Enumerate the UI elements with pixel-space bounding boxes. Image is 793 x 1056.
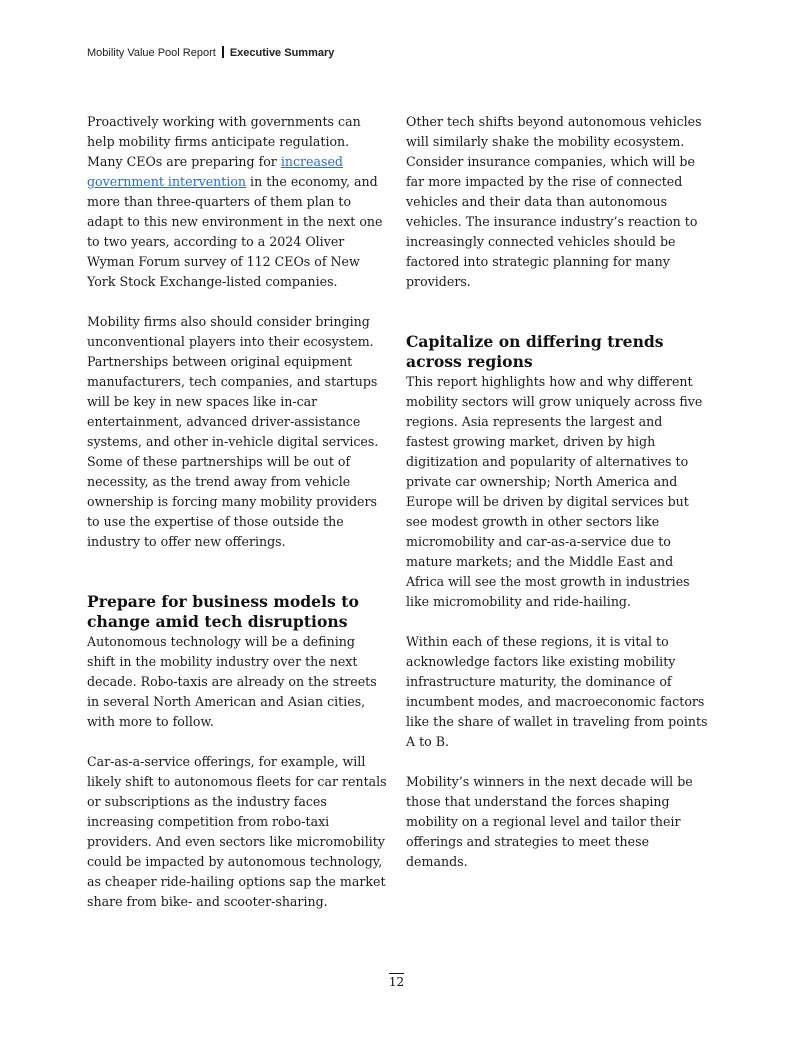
paragraph-spacer [406, 612, 708, 632]
paragraph-car-as-a-service: Car-as-a-service offerings, for example, will likely shift to autonomous fleets for car rentals or subscriptions as the industry faces increasing competition from robo-taxi providers. And even sectors like micromobility could be impacted by autonomous technology, as cheaper ride-hailing options sap the market share from bike- and scooter-sharing. [87, 754, 387, 909]
paragraph-government-regulation [87, 112, 387, 292]
section-title: Executive Summary [229, 47, 335, 59]
left-column [87, 112, 387, 912]
header-divider [222, 46, 224, 58]
paragraph-autonomous-technology: Autonomous technology will be a defining shift in the mobility industry over the next decade. Robo-taxis are already on the streets in several North American and Asian cities, with more to follow. [87, 634, 377, 729]
paragraph-spacer [87, 292, 387, 312]
heading-regional-trends: Capitalize on differing trends across regions [406, 332, 664, 371]
paragraph-text: Proactively working with governments can help mobility firms anticipate regulation. Many CEOs are preparing for [87, 114, 361, 169]
paragraph-winners: Mobility’s winners in the next decade will be those that understand the forces shaping mobility on a regional level and tailor their offerings and strategies to meet these demands. [406, 774, 693, 869]
right-column [406, 112, 708, 872]
section-spacer [87, 552, 387, 592]
section-spacer [406, 292, 708, 332]
heading-business-models: Prepare for business models to change amid tech disruptions [87, 592, 359, 631]
paragraph-spacer [87, 732, 387, 752]
paragraph-text: in the economy, and more than three-quarters of them plan to adapt to this new environment in the next one to two years, according to a 2024 Oliver Wyman Forum survey of 112 CEOs of New York Stock Exchange-listed companies. [87, 174, 383, 289]
page-number-value: 12 [388, 975, 405, 989]
running-header [87, 45, 334, 61]
paragraph-regions: This report highlights how and why different mobility sectors will grow uniquely across five regions. Asia represents the largest and fastest growing market, driven by high digitization and popularity of alternatives to private car ownership; North America and Europe will be driven by digital services but see modest growth in other sectors like micromobility and car-as-a-service due to mature markets; and the Middle East and Africa will see the most growth in industries like micromobility and ride-hailing. [406, 374, 703, 609]
paragraph-tech-shifts: Other tech shifts beyond autonomous vehicles will similarly shake the mobility ecosystem. Consider insurance companies, which will be far more impacted by the rise of connected vehicles and their data than autonomous vehicles. The insurance industry’s reaction to increasingly connected vehicles should be factored into strategic planning for many providers. [406, 114, 702, 289]
paragraph-partnerships: Mobility firms also should consider bringing unconventional players into their ecosystem. Partnerships between original equipment manufacturers, tech companies, and startups will be key in new spaces like in-car entertainment, advanced driver-assistance systems, and other in-vehicle digital services. Some of these partnerships will be out of necessity, as the trend away from vehicle ownership is forcing many mobility providers to use the expertise of those outside the industry to offer new offerings. [87, 314, 379, 549]
paragraph-spacer [406, 752, 708, 772]
report-title: Mobility Value Pool Report [87, 47, 216, 59]
paragraph-regional-factors: Within each of these regions, it is vital to acknowledge factors like existing mobility infrastructure maturity, the dominance of incumbent modes, and macroeconomic factors like the share of wallet in traveling from points A to B. [406, 634, 708, 749]
page-number [0, 972, 793, 992]
government-intervention-link[interactable]: increased government intervention [87, 154, 343, 189]
